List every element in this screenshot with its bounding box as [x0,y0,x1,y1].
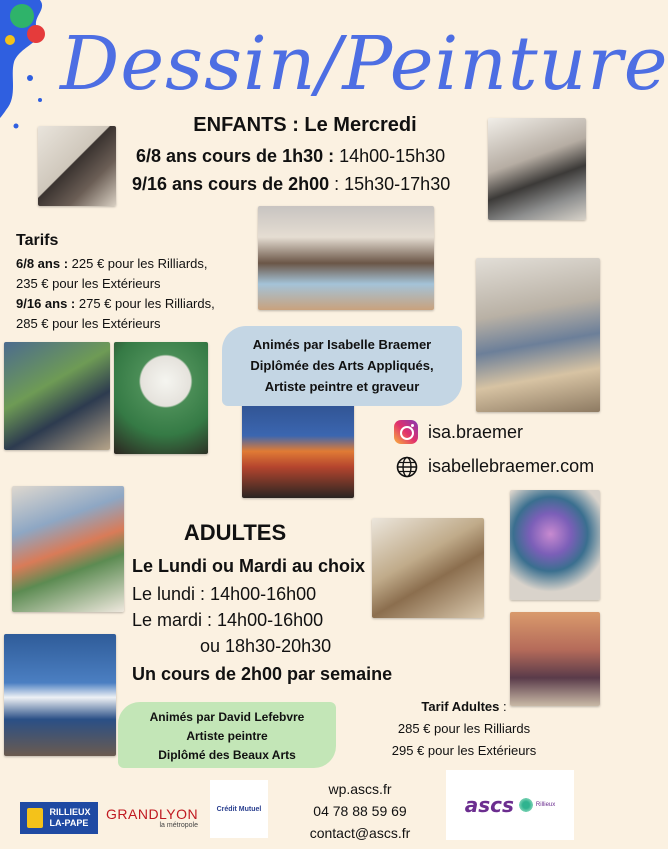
enfants-heading: ENFANTS : Le Mercredi [193,114,417,136]
david-line-2: Artiste peintre [186,729,268,743]
ascs-subtext: Rillieux [535,802,556,808]
instagram-handle[interactable]: isa.braemer [428,422,524,442]
isabelle-line-2: Diplômée des Arts Appliqués, [250,358,434,373]
enfants-line-2-label: 9/16 ans cours de 2h00 [132,174,330,194]
adultes-heading: ADULTES [183,520,287,545]
tarif-adultes-block [364,696,564,762]
ascs-logo [446,770,574,840]
paint-splash-decoration [0,0,60,140]
globe-icon [396,456,418,478]
isabelle-line-1: Animés par Isabelle Braemer [252,337,432,352]
david-line-3: Diplômé des Beaux Arts [158,748,296,762]
footer-email[interactable]: contact@ascs.fr [309,825,411,841]
tarif-adultes-line-1: 285 € pour les Rilliards [397,721,531,736]
photo-kids-painting-class [258,206,434,310]
grandlyon-subtext: la métropole [159,822,198,829]
enfants-line-1 [136,146,486,167]
footer-phone[interactable]: 04 78 88 59 69 [313,803,407,819]
tarifs-line-3 [16,294,256,314]
enfants-line-2-time: : 15h30-17h30 [329,174,451,194]
tarif-adultes-line-2: 295 € pour les Extérieurs [391,743,537,758]
photo-sailboat-canvas [4,634,116,756]
rillieux-text-1: RILLIEUX [49,807,91,817]
tarifs-line-2: 235 € pour les Extérieurs [16,276,161,291]
tarifs-line-3-label: 9/16 ans : [16,296,76,311]
ascs-flower-icon [518,797,534,813]
tarifs-line-1-label: 6/8 ans : [16,256,69,271]
grandlyon-logo [106,806,198,829]
enfants-line-1-time: 14h00-15h30 [334,146,446,166]
tarif-adultes-colon: : [499,699,507,714]
adultes-mardi: Le mardi : 14h00-16h00 [132,610,324,630]
photo-studio-table [476,258,600,412]
tarifs-line-1 [16,254,256,274]
credit-mutuel-logo [210,780,268,838]
rillieux-logo [20,802,98,834]
adultes-lundi: Le lundi : 14h00-16h00 [132,584,317,604]
tarif-adultes-heading: Tarif Adultes [421,699,500,714]
photo-child-drawing [38,126,116,206]
photo-flower-canvas [510,490,600,600]
adultes-weekly: Un cours de 2h00 par semaine [132,664,393,684]
isabelle-info-text [222,334,462,397]
tarifs-heading: Tarifs [16,232,59,249]
grandlyon-text: GRANDLYON [106,806,199,822]
tarifs-line-1-text: 225 € pour les Rilliards, [68,256,208,271]
tarifs-line-4: 285 € pour les Extérieurs [16,316,161,331]
instagram-icon [394,420,418,444]
rillieux-crest-icon [27,808,43,828]
photo-white-tree-canvas [114,342,208,454]
enfants-line-2 [132,174,492,195]
photo-child-canvas-tree [4,342,110,450]
ascs-text: ascs [464,793,514,817]
photo-city-canvas [242,394,354,498]
david-info-text [118,708,336,765]
tarif-adultes-heading-line [364,696,564,718]
page-title: Dessin/Peinture [60,21,668,107]
photo-drawing-hands [488,118,586,220]
adultes-mardi-evening: ou 18h30-20h30 [200,636,332,656]
credit-mutuel-text: Crédit Mutuel [216,805,262,813]
tarifs-line-3-text: 275 € pour les Rilliards, [75,296,215,311]
isabelle-line-3: Artiste peintre et graveur [264,379,420,394]
photo-sunset-canvas [510,612,600,706]
footer-website[interactable]: wp.ascs.fr [328,781,392,797]
tarifs-list [16,254,256,334]
photo-watercolor-table [372,518,484,618]
adultes-choice: Le Lundi ou Mardi au choix [132,556,366,576]
enfants-line-1-label: 6/8 ans cours de 1h30 : [136,146,335,166]
website-link[interactable]: isabellebraemer.com [428,456,595,476]
footer-contact [290,778,430,844]
david-line-1: Animés par David Lefebvre [149,710,305,724]
photo-palette-paints [12,486,124,612]
rillieux-text-2: LA-PAPE [49,818,89,828]
